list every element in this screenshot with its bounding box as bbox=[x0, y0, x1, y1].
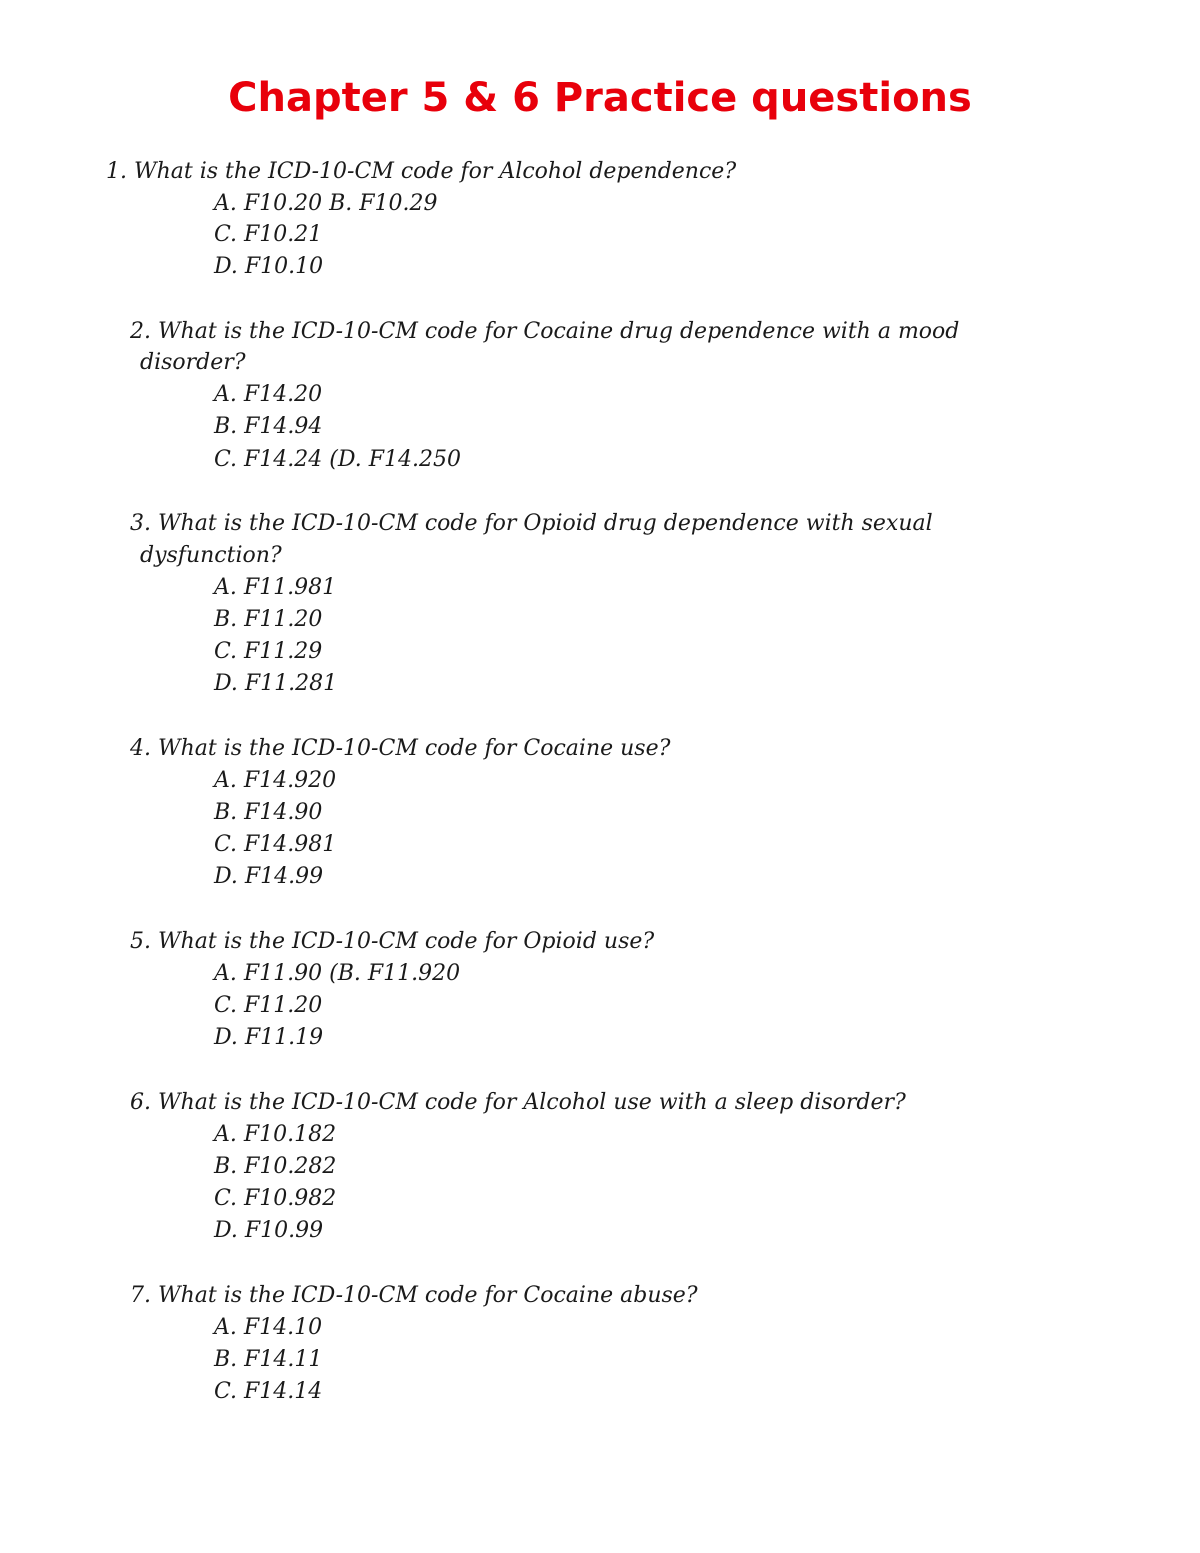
question-2-option: C. F14.24 (D. F14.250 bbox=[214, 447, 461, 472]
question-4-option: C. F14.981 bbox=[214, 832, 337, 857]
question-6-option: A. F10.182 bbox=[214, 1122, 337, 1147]
question-6-option: B. F10.282 bbox=[214, 1154, 337, 1179]
question-4-option: D. F14.99 bbox=[214, 864, 324, 889]
question-3-option: A. F11.981 bbox=[214, 575, 337, 600]
question-3-option: B. F11.20 bbox=[214, 607, 323, 632]
question-1-option: C. F10.21 bbox=[214, 222, 323, 247]
question-1-option: D. F10.10 bbox=[214, 254, 324, 279]
question-2: 2. What is the ICD-10-CM code for Cocaine drug dependence with a mood bbox=[130, 319, 960, 344]
question-7-option: A. F14.10 bbox=[214, 1315, 323, 1340]
question-6-option: C. F10.982 bbox=[214, 1186, 337, 1211]
question-3-option: C. F11.29 bbox=[214, 639, 323, 664]
question-5: 5. What is the ICD-10-CM code for Opioid use? bbox=[130, 929, 655, 954]
question-2-continuation: disorder? bbox=[140, 350, 246, 375]
page-title: Chapter 5 & 6 Practice questions bbox=[228, 75, 972, 121]
question-2-option: B. F14.94 bbox=[214, 414, 323, 439]
question-4: 4. What is the ICD-10-CM code for Cocaine use? bbox=[130, 736, 671, 761]
question-5-option: D. F11.19 bbox=[214, 1025, 324, 1050]
question-5-option: A. F11.90 (B. F11.920 bbox=[214, 961, 461, 986]
question-4-option: A. F14.920 bbox=[214, 768, 337, 793]
question-1-option: A. F10.20 B. F10.29 bbox=[214, 191, 438, 216]
question-3: 3. What is the ICD-10-CM code for Opioid drug dependence with sexual bbox=[130, 511, 933, 536]
question-4-option: B. F14.90 bbox=[214, 800, 323, 825]
question-6: 6. What is the ICD-10-CM code for Alcohol use with a sleep disorder? bbox=[130, 1090, 906, 1115]
question-5-option: C. F11.20 bbox=[214, 993, 323, 1018]
question-2-option: A. F14.20 bbox=[214, 382, 323, 407]
question-3-continuation: dysfunction? bbox=[140, 543, 282, 568]
question-3-option: D. F11.281 bbox=[214, 671, 338, 696]
question-6-option: D. F10.99 bbox=[214, 1218, 324, 1243]
question-7-option: B. F14.11 bbox=[214, 1347, 323, 1372]
question-1: 1. What is the ICD-10-CM code for Alcohol dependence? bbox=[106, 159, 737, 184]
question-7-option: C. F14.14 bbox=[214, 1379, 323, 1404]
question-7: 7. What is the ICD-10-CM code for Cocaine abuse? bbox=[130, 1283, 698, 1308]
